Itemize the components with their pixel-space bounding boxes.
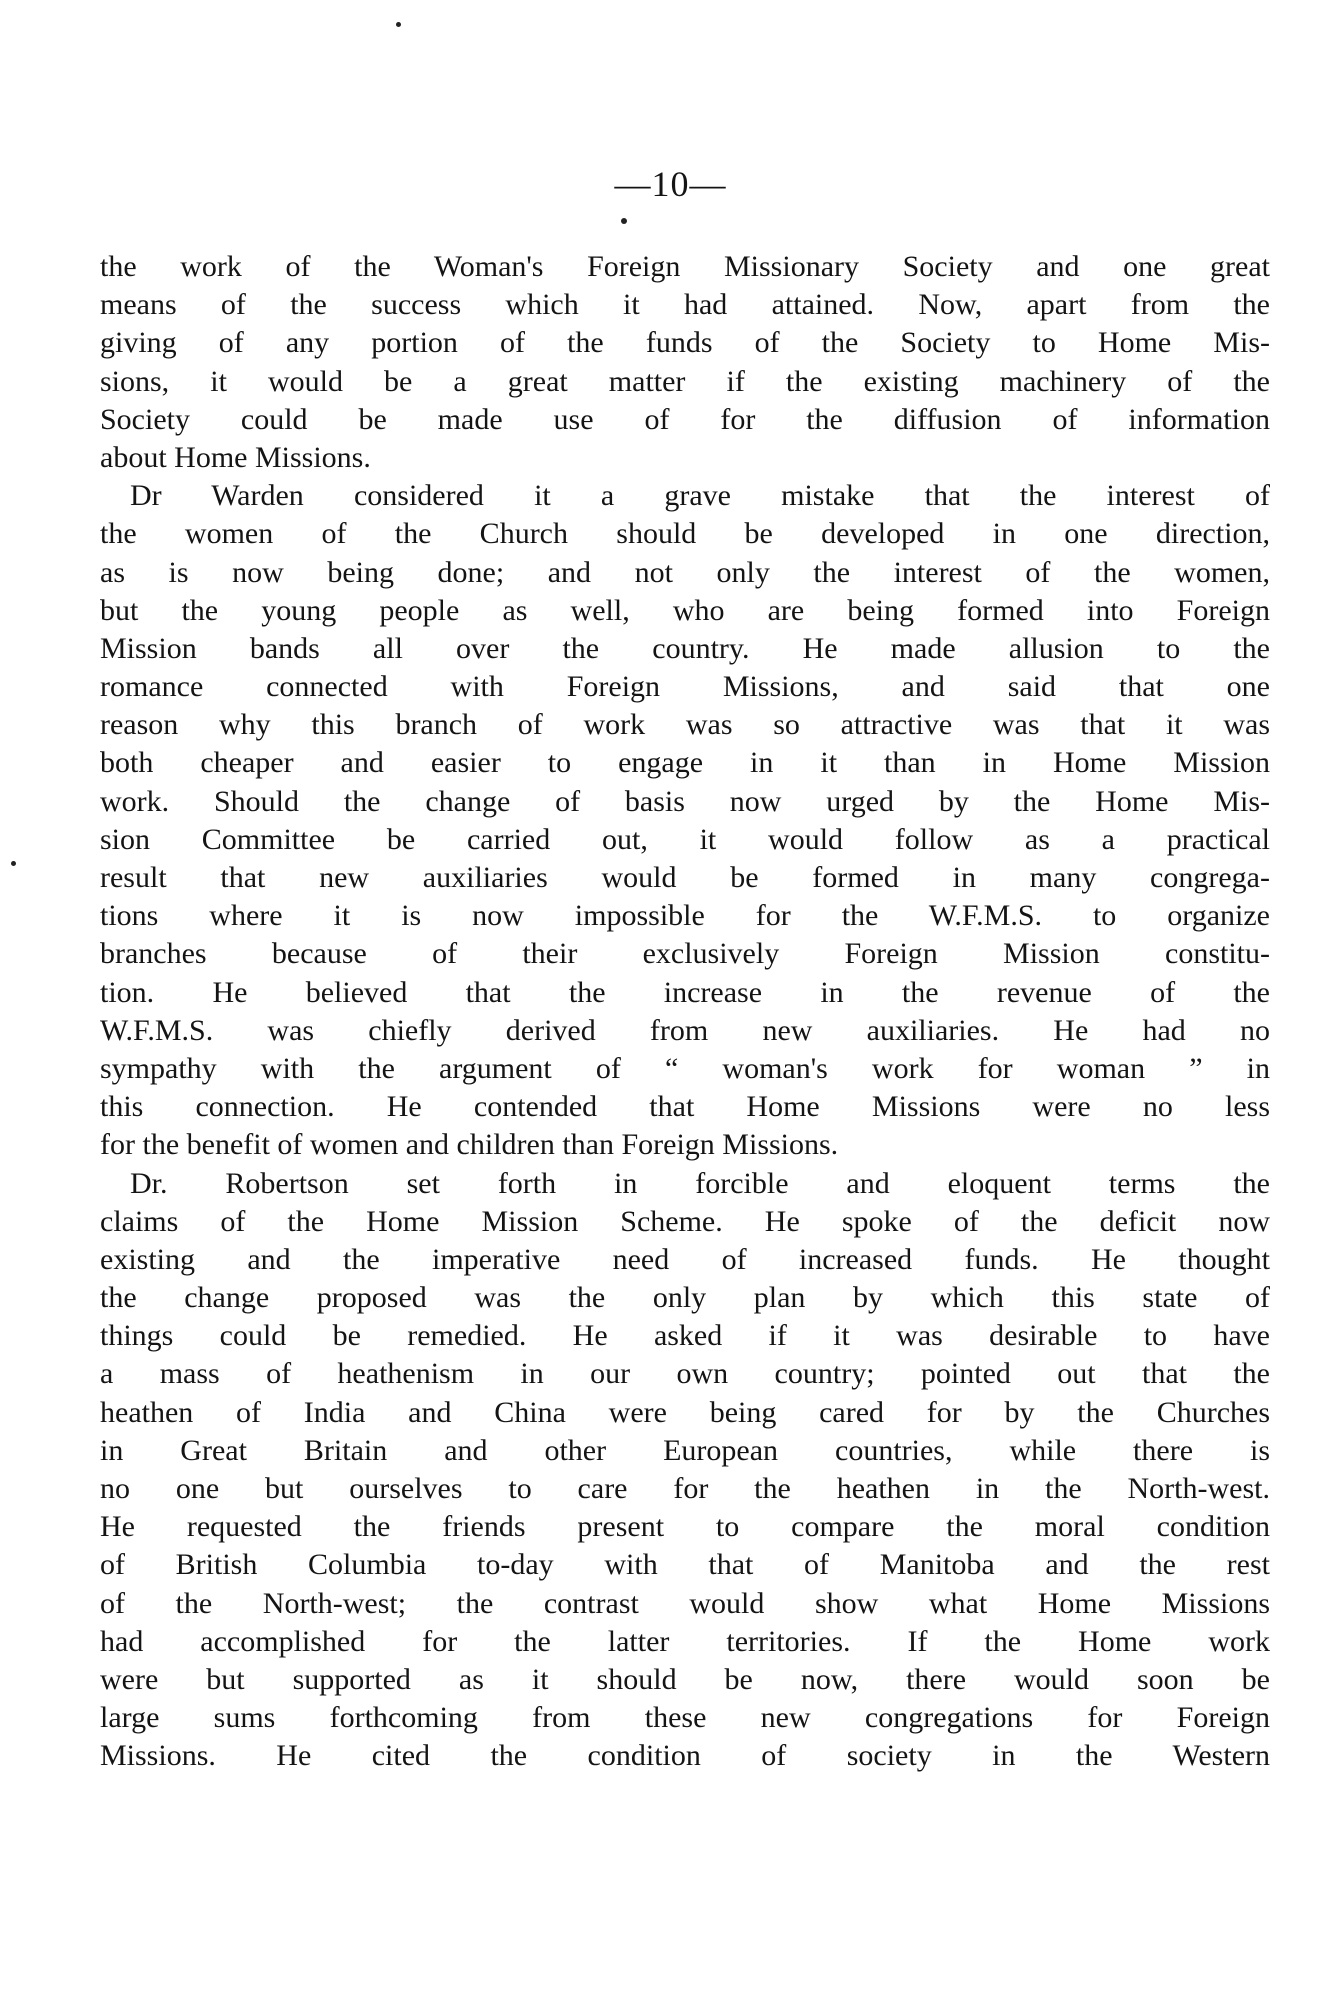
text-line: for the benefit of women and children than Foreign Missions.	[100, 1128, 839, 1162]
body-text	[100, 248, 1270, 1776]
text-line: large sums forthcoming from these new congregations for Foreign	[100, 1701, 1270, 1735]
ink-speck	[11, 861, 16, 866]
text-line: both cheaper and easier to engage in it than in Home Mission	[100, 746, 1270, 780]
text-line: sion Committee be carried out, it would follow as a practical	[100, 822, 1270, 856]
text-line: Dr. Robertson set forth in forcible and eloquent terms the	[130, 1166, 1270, 1200]
text-line: romance connected with Foreign Missions, and said that one	[100, 670, 1270, 704]
text-line: work. Should the change of basis now urged by the Home Mis-	[100, 784, 1270, 818]
text-line: giving of any portion of the funds of the Society to Home Mis-	[100, 326, 1270, 360]
text-line: the work of the Woman's Foreign Missionary Society and one great	[100, 250, 1270, 283]
text-line: result that new auxiliaries would be formed in many congrega-	[100, 861, 1270, 894]
text-line: in Great Britain and other European countries, while there is	[100, 1433, 1270, 1467]
text-line: about Home Missions.	[100, 440, 371, 474]
page-number: —10—	[614, 164, 727, 204]
text-line: Society could be made use of for the diffusion of information	[100, 402, 1270, 436]
paragraph-3	[100, 1165, 1270, 1776]
paragraph-2	[100, 477, 1270, 1164]
text-line: W.F.M.S. was chiefly derived from new auxiliaries. He had no	[100, 1013, 1270, 1047]
text-line: existing and the imperative need of increased funds. He thought	[100, 1242, 1270, 1276]
text-line: were but supported as it should be now, there would soon be	[100, 1662, 1270, 1696]
text-line: had accomplished for the latter territories. If the Home work	[100, 1624, 1270, 1658]
text-line: things could be remedied. He asked if it was desirable to have	[100, 1319, 1270, 1353]
ink-speck	[396, 22, 401, 27]
text-line: Dr Warden considered it a grave mistake that the interest of	[130, 479, 1270, 513]
text-line: but the young people as well, who are being formed into Foreign	[100, 593, 1270, 627]
text-line: this connection. He contended that Home Missions were no less	[100, 1090, 1270, 1124]
text-line: reason why this branch of work was so attractive was that it was	[100, 708, 1270, 742]
text-line: the change proposed was the only plan by which this state of	[100, 1281, 1270, 1315]
text-line: tion. He believed that the increase in the revenue of the	[100, 975, 1270, 1009]
text-line: heathen of India and China were being cared for by the Churches	[100, 1395, 1270, 1429]
text-line: no one but ourselves to care for the heathen in the North-west.	[100, 1472, 1270, 1505]
text-line: a mass of heathenism in our own country; pointed out that the	[100, 1357, 1270, 1391]
text-line: Missions. He cited the condition of society in the Western	[100, 1739, 1270, 1773]
text-line: of the North-west; the contrast would show what Home Missions	[100, 1586, 1270, 1620]
text-line: of British Columbia to-day with that of Manitoba and the rest	[100, 1548, 1270, 1582]
text-line: tions where it is now impossible for the W.F.M.S. to organize	[100, 899, 1270, 933]
text-line: branches because of their exclusively Foreign Mission constitu-	[100, 937, 1270, 971]
text-line: as is now being done; and not only the interest of the women,	[100, 555, 1270, 589]
text-line: means of the success which it had attained. Now, apart from the	[100, 288, 1270, 322]
text-line: sympathy with the argument of “ woman's work for woman ” in	[100, 1051, 1270, 1085]
text-line: claims of the Home Mission Scheme. He spoke of the deficit now	[100, 1204, 1270, 1238]
text-line: Mission bands all over the country. He made allusion to the	[100, 631, 1270, 665]
paragraph-1	[100, 248, 1270, 477]
text-line: He requested the friends present to compare the moral condition	[100, 1510, 1270, 1544]
text-line: sions, it would be a great matter if the existing machinery of the	[100, 364, 1270, 398]
ink-speck	[621, 218, 627, 224]
text-line: the women of the Church should be developed in one direction,	[100, 517, 1270, 551]
